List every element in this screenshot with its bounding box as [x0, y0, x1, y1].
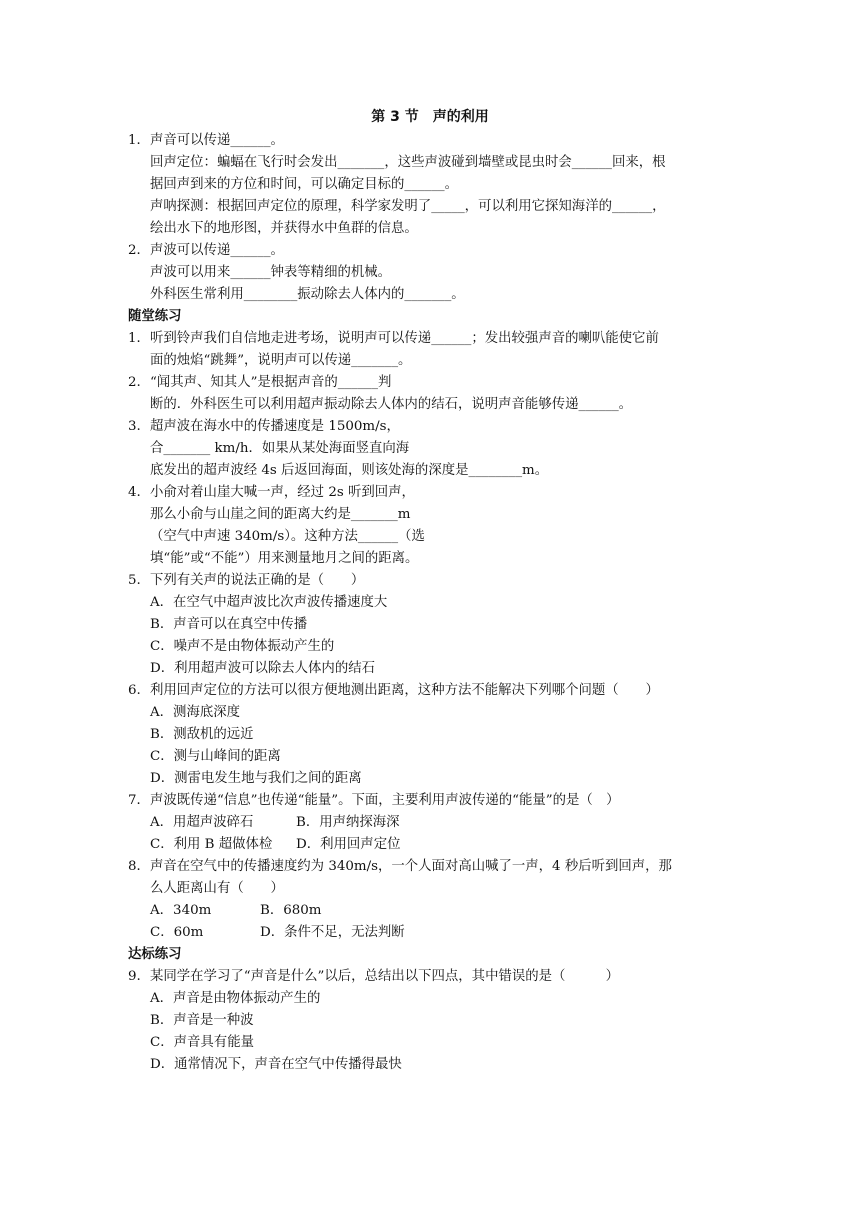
page-title: 第 3 节 声的利用 [371, 109, 489, 125]
choice-a: A．在空气中超声波比次声波传播速度大 [150, 595, 388, 610]
question-line: 那么小俞与山崖之间的距离大约是_______m [150, 507, 411, 522]
question-number: 5. [128, 573, 141, 588]
question-line: 面的烛焰“跳舞”，说明声可以传递_______。 [150, 353, 412, 368]
choice-a: A．用超声波碎石 [150, 815, 254, 830]
choice-c: C．利用 B 超做体检 [150, 837, 273, 852]
question-4 [128, 482, 738, 504]
question-9 [128, 966, 738, 988]
question-line: 合_______ km/h．如果从某处海面竖直向海 [150, 441, 410, 456]
choice-b: B．声音可以在真空中传播 [150, 617, 308, 632]
question-5 [128, 570, 738, 592]
choice-d: D．条件不足，无法判断 [260, 925, 405, 940]
question-number: 3. [128, 419, 141, 434]
intro-item-1 [128, 130, 738, 152]
question-line: 底发出的超声波经 4s 后返回海面，则该处海的深度是________m。 [150, 463, 549, 478]
question-text: 下列有关声的说法正确的是（ ） [150, 573, 365, 588]
question-text: 超声波在海水中的传播速度是 1500m/s， [150, 419, 400, 434]
question-line: 么人距离山有（ ） [150, 881, 284, 896]
intro-line: 回声定位：蝙蝠在飞行时会发出_______，这些声波碰到墙壁或昆虫时会______回来，根 [150, 155, 666, 170]
question-number: 7． [128, 793, 150, 808]
choice-c: C．60m [150, 925, 204, 940]
choice-b: B．用声纳探海深 [296, 815, 400, 830]
worksheet-content [128, 130, 738, 1076]
question-text: 某同学在学习了“声音是什么”以后，总结出以下四点，其中错误的是（ ） [150, 969, 619, 984]
choice-d: D．测雷电发生地与我们之间的距离 [150, 771, 362, 786]
question-number: 8． [128, 859, 150, 874]
question-line: （空气中声速 340m/s）。这种方法______（选 [150, 529, 425, 544]
choice-a: A．340m [150, 903, 212, 918]
question-3 [128, 416, 738, 438]
question-text: “闻其声、知其人”是根据声音的______判 [150, 375, 392, 390]
choice-b: B．测敌机的远近 [150, 727, 254, 742]
choice-d: D．利用回声定位 [296, 837, 401, 852]
intro-line: 声波可以用来______钟表等精细的机械。 [150, 265, 392, 280]
choice-c: C．测与山峰间的距离 [150, 749, 281, 764]
question-number: 9. [128, 969, 141, 984]
choice-row [128, 812, 738, 834]
question-text: 小俞对着山崖大喊一声，经过 2s 听到回声， [150, 485, 415, 500]
question-text: 利用回声定位的方法可以很方便地测出距离，这种方法不能解决下列哪个问题（ ） [150, 683, 659, 698]
item-number: 2． [128, 243, 150, 258]
choice-a: A．声音是由物体振动产生的 [150, 991, 321, 1006]
question-text: 听到铃声我们自信地走进考场，说明声可以传递______；发出较强声音的喇叭能使它前 [150, 331, 659, 346]
question-text: 声音在空气中的传播速度约为 340m/s，一个人面对高山喊了一声，4 秒后听到回声，那 [150, 859, 672, 874]
question-number: 1． [128, 331, 150, 346]
section-heading-practice: 随堂练习 [128, 309, 182, 324]
intro-line: 据回声到来的方位和时间，可以确定目标的______。 [150, 177, 458, 192]
intro-text: 声波可以传递______。 [150, 243, 284, 258]
question-line: 填“能”或“不能”）用来测量地月之间的距离。 [150, 551, 419, 566]
intro-item-2 [128, 240, 738, 262]
choice-row [128, 922, 738, 944]
intro-text: 声音可以传递______。 [150, 133, 284, 148]
choice-c: C．声音具有能量 [150, 1035, 254, 1050]
section-heading-assessment: 达标练习 [128, 947, 182, 962]
question-text: 声波既传递“信息”也传递“能量”。下面，主要利用声波传递的“能量”的是（ ） [150, 793, 620, 808]
question-number: 6. [128, 683, 141, 698]
choice-row [128, 900, 738, 922]
choice-b: B．680m [260, 903, 322, 918]
choice-b: B．声音是一种波 [150, 1013, 254, 1028]
choice-row [128, 834, 738, 856]
question-number: 2. [128, 375, 141, 390]
question-line: 断的．外科医生可以利用超声振动除去人体内的结石，说明声音能够传递______。 [150, 397, 633, 412]
choice-d: D．利用超声波可以除去人体内的结石 [150, 661, 375, 676]
question-8 [128, 856, 738, 878]
choice-c: C．噪声不是由物体振动产生的 [150, 639, 335, 654]
question-1 [128, 328, 738, 350]
intro-line: 绘出水下的地形图，并获得水中鱼群的信息。 [150, 221, 418, 236]
question-number: 4. [128, 485, 141, 500]
question-6 [128, 680, 738, 702]
choice-a: A．测海底深度 [150, 705, 241, 720]
question-7 [128, 790, 738, 812]
intro-line: 声呐探测：根据回声定位的原理，科学家发明了_____，可以利用它探知海洋的______， [150, 199, 666, 214]
item-number: 1． [128, 133, 150, 148]
choice-d: D．通常情况下，声音在空气中传播得最快 [150, 1057, 402, 1072]
intro-line: 外科医生常利用________振动除去人体内的_______。 [150, 287, 465, 302]
question-2 [128, 372, 738, 394]
